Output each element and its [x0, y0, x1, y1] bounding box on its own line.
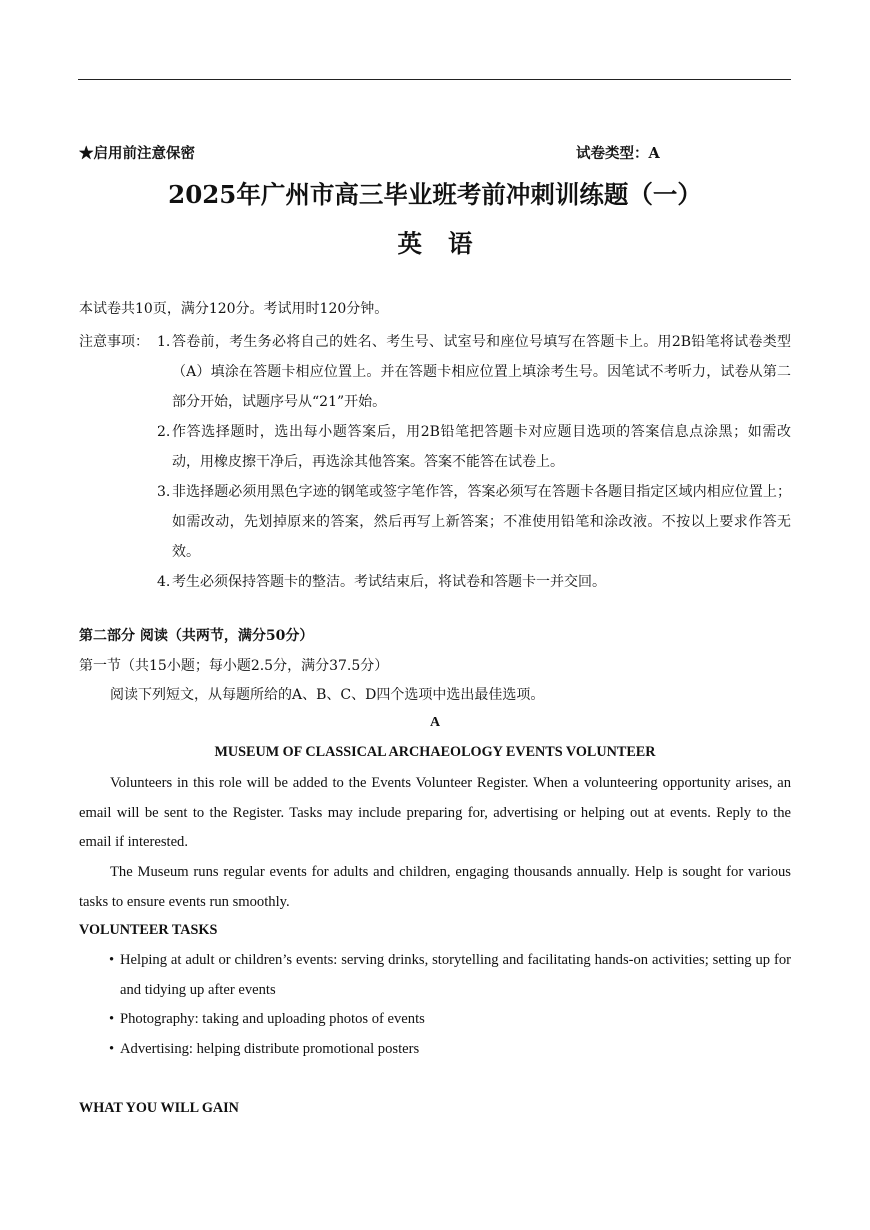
notice-item-number: 2. — [157, 424, 171, 440]
notice-heading: 注意事项： — [79, 334, 149, 350]
notice-item-text: 考生必须保持答题卡的整洁。考试结束后，将试卷和答题卡一并交回。 — [172, 574, 606, 590]
list-item-text: Helping at adult or children’s events: serving drinks, storytelling and facilitating hands-on activities; setting up for and tidying up after events — [120, 952, 791, 998]
notice-item-3 — [157, 477, 791, 567]
volunteer-tasks-heading: VOLUNTEER TASKS — [79, 922, 218, 938]
passage-paragraph: Volunteers in this role will be added to the Events Volunteer Register. When a volunteering opportunity arises, an email will be sent to the Register. Tasks may include preparing for, advertising or helping out at events. Reply to the email if interested. — [79, 775, 791, 850]
list-item — [106, 1035, 791, 1065]
passage-label: A — [429, 715, 441, 730]
exam-intro: 本试卷共10页，满分120分。考试用时120分钟。 — [79, 301, 389, 317]
bullet-icon: • — [109, 1040, 115, 1057]
section-subheading: 第一节（共15小题；每小题2.5分，满分37.5分） — [79, 658, 389, 674]
notice-item-text: 答卷前，考生务必将自己的姓名、考生号、试室号和座位号填写在答题卡上。用2B铅笔将试卷类型（A）填涂在答题卡相应位置上。并在答题卡相应位置上填涂考生号。因笔试不考听力，试卷从第二部分开始，试题序号从“21”开始。 — [172, 334, 791, 410]
notice-item-text: 非选择题必须用黑色字迹的钢笔或签字笔作答，答案必须写在答题卡各题目指定区域内相应位置上；如需改动，先划掉原来的答案，然后再写上新答案；不准使用铅笔和涂改液。不按以上要求作答无效。 — [172, 484, 791, 560]
notice-item-text: 作答选择题时，选出每小题答案后，用2B铅笔把答题卡对应题目选项的答案信息点涂黑；如需改动，用橡皮擦干净后，再选涂其他答案。答案不能答在试卷上。 — [172, 424, 791, 470]
passage-title: MUSEUM OF CLASSICAL ARCHAEOLOGY EVENTS VOLUNTEER — [214, 744, 656, 760]
top-rule — [78, 79, 791, 80]
section-heading: 第二部分 阅读（共两节，满分50分） — [79, 628, 314, 644]
confidential-notice: ★启用前注意保密 — [79, 145, 195, 162]
passage-paragraph: The Museum runs regular events for adults and children, engaging thousands annually. Help is sought for various tasks to ensure events run smoothly. — [79, 864, 791, 910]
bullet-icon: • — [109, 952, 115, 968]
section-instruction: 阅读下列短文，从每题所给的A、B、C、D四个选项中选出最佳选项。 — [110, 687, 545, 703]
header-meta — [79, 142, 791, 164]
notice-item-4 — [157, 567, 791, 597]
notice-item-number: 3. — [157, 484, 171, 500]
notice-item-2 — [157, 417, 791, 477]
notice-item-number: 4. — [157, 574, 171, 590]
list-item-text: Advertising: helping distribute promotional posters — [120, 1040, 420, 1057]
list-item-text: Photography: taking and uploading photos of events — [120, 1011, 425, 1027]
bullet-icon: • — [109, 1011, 115, 1027]
notice-item-number: 1. — [157, 334, 171, 350]
volunteer-task-list — [106, 946, 791, 1064]
subject-title: 英语 — [397, 229, 499, 258]
notice-item-1 — [157, 327, 791, 417]
what-you-will-gain-heading: WHAT YOU WILL GAIN — [79, 1100, 239, 1116]
list-item — [106, 946, 791, 1005]
paper-type: 试卷类型：A — [576, 145, 660, 162]
exam-title: 2025年广州市高三毕业班考前冲刺训练题（一） — [168, 180, 702, 209]
list-item — [106, 1005, 791, 1035]
